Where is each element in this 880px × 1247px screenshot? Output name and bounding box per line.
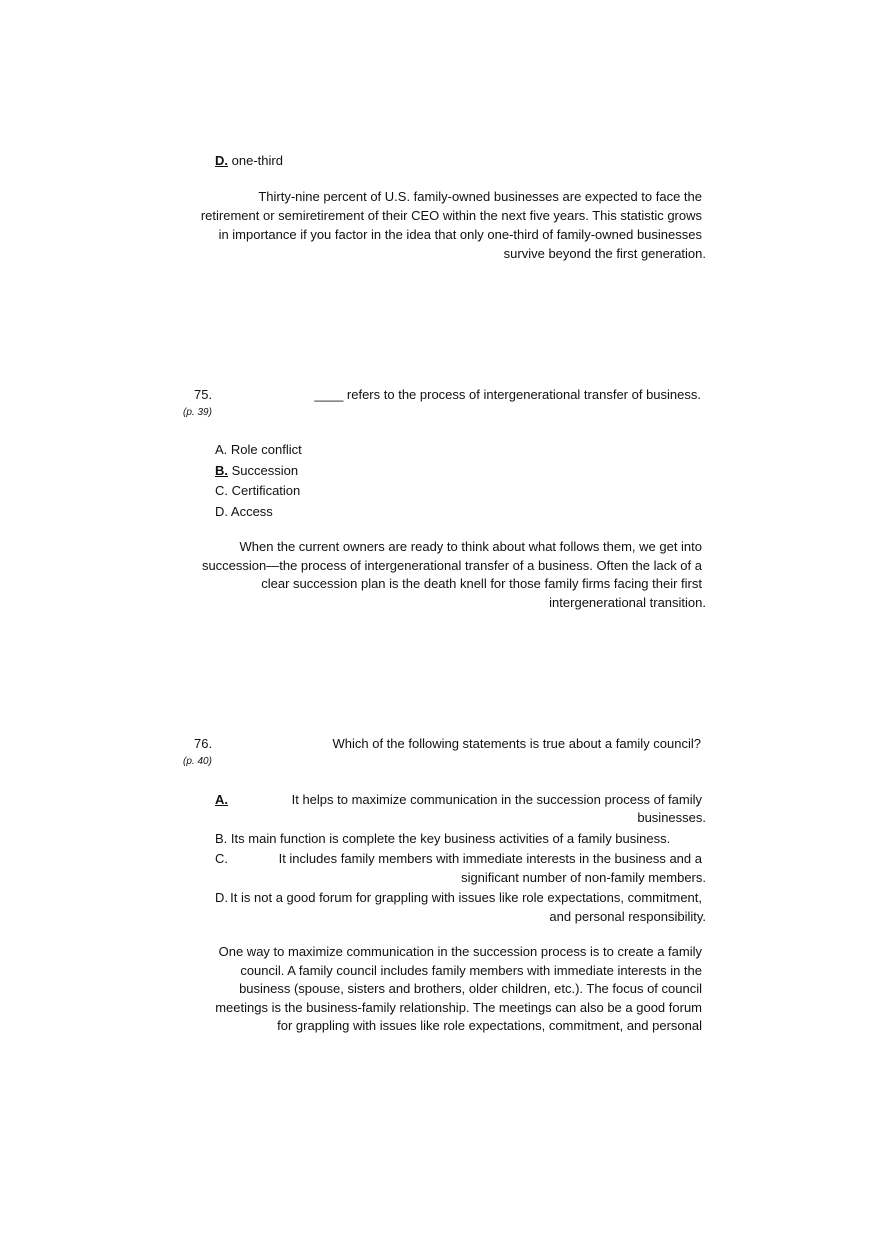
answer-key-letter: D. — [215, 153, 228, 168]
option-text: Its main function is complete the key business activities of a family business. — [230, 831, 671, 846]
option-c — [215, 481, 300, 500]
explanation-line: meetings is the business-family relationship. The meetings can also be a good forum — [215, 1000, 702, 1015]
answer-text: one-third — [231, 153, 283, 168]
question-number: 76. — [194, 736, 213, 751]
option-letter: D. — [215, 504, 228, 519]
explanation-line: survive beyond the first generation. — [503, 246, 706, 261]
explanation-line: intergenerational transition. — [549, 595, 706, 610]
answer-key-letter: A. — [215, 792, 228, 807]
option-c-line: It includes family members with immediate interests in the business and a — [278, 851, 702, 866]
option-letter: A. — [215, 442, 228, 457]
option-d — [215, 502, 273, 521]
explanation-line: in importance if you factor in the idea that only one-third of family-owned businesses — [218, 227, 702, 242]
question-number: 75. — [194, 387, 213, 402]
explanation-line: Thirty-nine percent of U.S. family-owned businesses are expected to face the — [258, 189, 702, 204]
option-b — [215, 461, 298, 480]
option-letter: C. — [215, 483, 228, 498]
explanation-line: for grappling with issues like role expectations, commitment, and personal — [277, 1018, 702, 1033]
option-a-line: It helps to maximize communication in the succession process of family — [291, 792, 702, 807]
page-reference: (p. 39) — [183, 407, 212, 418]
explanation-line: council. A family council includes family members with immediate interests in the — [240, 963, 702, 978]
option-c-line: significant number of non-family members. — [461, 870, 706, 885]
explanation-line: business (spouse, sisters and brothers, older children, etc.). The focus of council — [239, 981, 702, 996]
option-text: Certification — [231, 483, 301, 498]
option-d-line: It is not a good forum for grappling with issues like role expectations, commitment, — [230, 890, 702, 905]
explanation-line: One way to maximize communication in the succession process is to create a family — [218, 944, 702, 959]
prev-answer — [215, 151, 283, 170]
option-text: Succession — [231, 463, 299, 478]
option-a — [215, 440, 302, 459]
option-letter: C. — [215, 851, 228, 866]
answer-key-letter: B. — [215, 463, 228, 478]
option-text: Role conflict — [230, 442, 302, 457]
page-reference: (p. 40) — [183, 756, 212, 767]
option-b — [215, 829, 670, 848]
explanation-line: retirement or semiretirement of their CEO within the next five years. This statistic grows — [200, 208, 702, 223]
explanation-line: succession—the process of intergenerational transfer of a business. Often the lack of a — [201, 558, 702, 573]
explanation-line: When the current owners are ready to think about what follows them, we get into — [239, 539, 702, 554]
question-stem: ____ refers to the process of intergenerational transfer of business. — [314, 387, 701, 402]
option-d-line: and personal responsibility. — [549, 909, 706, 924]
question-stem: Which of the following statements is true about a family council? — [332, 736, 701, 751]
option-letter: B. — [215, 831, 228, 846]
option-letter: D. — [215, 890, 228, 905]
explanation-line: clear succession plan is the death knell for those family firms facing their first — [261, 576, 702, 591]
option-a-line: businesses. — [637, 810, 706, 825]
option-text: Access — [230, 504, 273, 519]
